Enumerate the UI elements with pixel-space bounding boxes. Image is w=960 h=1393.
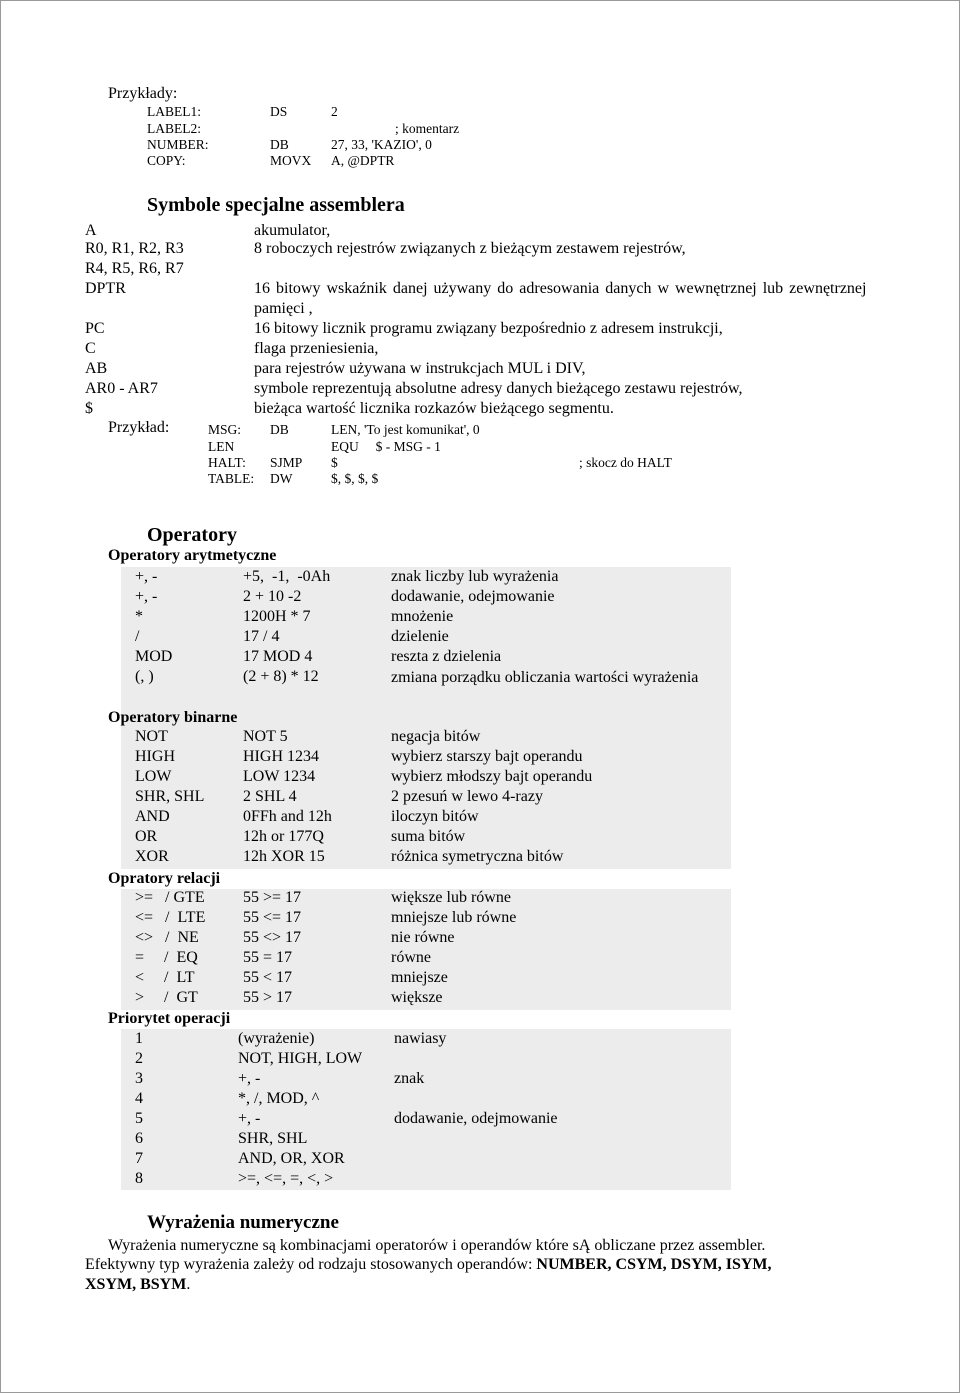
binary-cell: wybierz starszy bajt operandu (391, 748, 583, 765)
priority-cell: (wyrażenie) (238, 1030, 315, 1047)
relation-cell: = / EQ (135, 949, 198, 966)
example-comment: ; komentarz (395, 121, 460, 136)
symbol-name: C (85, 340, 96, 357)
operators-heading: Operatory (147, 524, 237, 546)
arith-cell: 17 MOD 4 (243, 648, 313, 665)
binary-cell: NOT (135, 728, 168, 745)
symbol-desc: 8 roboczych rejestrów związanych z bieżącym zestawem rejestrów, (254, 240, 686, 257)
symbol-desc: 16 bitowy wskaźnik danej używany do adresowania danych w wewnętrznej lub zewnętrznej (254, 280, 867, 297)
example-label: TABLE: (208, 471, 255, 486)
special-example-heading: Przykład: (108, 419, 170, 436)
symbol-name: AB (85, 360, 108, 377)
binary-cell: LOW (135, 768, 172, 785)
arith-cell: znak liczby lub wyrażenia (391, 568, 559, 585)
priority-cell: +, - (238, 1070, 261, 1087)
numeric-operand-types-cont: XSYM, BSYM (85, 1276, 187, 1293)
binary-cell: negacja bitów (391, 728, 481, 745)
symbol-desc: 16 bitowy licznik programu związany bezpośrednio z adresem instrukcji, (254, 320, 723, 337)
example-label: NUMBER: (147, 137, 209, 152)
priority-cell: SHR, SHL (238, 1130, 308, 1147)
binary-cell: OR (135, 828, 158, 845)
symbol-name: PC (85, 320, 105, 337)
binary-cell: iloczyn bitów (391, 808, 479, 825)
binary-cell: SHR, SHL (135, 788, 205, 805)
example-op: DW (270, 471, 293, 486)
arith-cell: (2 + 8) * 12 (243, 668, 319, 685)
example-label: HALT: (208, 455, 246, 470)
symbol-name: AR0 - AR7 (85, 380, 158, 397)
numeric-line-1: Wyrażenia numeryczne są kombinacjami operatorów i operandów które sĄ obliczane przez assembler. (108, 1237, 766, 1254)
relation-cell: <> / NE (135, 929, 199, 946)
priority-cell: nawiasy (394, 1030, 447, 1047)
example-label: LABEL1: (147, 104, 201, 119)
symbol-name: $ (85, 400, 93, 417)
symbol-name: R4, R5, R6, R7 (85, 260, 184, 277)
relation-cell: < / LT (135, 969, 195, 986)
arith-cell: dodawanie, odejmowanie (391, 588, 555, 605)
arith-heading: Operatory arytmetyczne (108, 547, 277, 564)
binary-cell: HIGH (135, 748, 175, 765)
binary-cell: AND (135, 808, 170, 825)
arith-cell: / (135, 628, 140, 645)
example-arg: $, $, $, $ (331, 471, 379, 486)
relation-cell: 55 = 17 (243, 949, 293, 966)
arith-cell: +, - (135, 568, 158, 585)
relation-heading: Opratory relacji (108, 870, 221, 887)
priority-cell: +, - (238, 1110, 261, 1127)
symbol-name: DPTR (85, 280, 126, 297)
relation-cell: >= / GTE (135, 889, 205, 906)
arith-cell: (, ) (135, 668, 154, 685)
example-arg: LEN, 'To jest komunikat', 0 (331, 422, 480, 437)
example-label: LEN (208, 439, 235, 454)
binary-cell: LOW 1234 (243, 768, 316, 785)
relation-cell: równe (391, 949, 431, 966)
symbol-desc: pamięci , (254, 300, 313, 317)
symbol-name: A (85, 222, 97, 239)
relation-cell: 55 > 17 (243, 989, 293, 1006)
example-op: MOVX (270, 153, 312, 168)
arith-cell: mnożenie (391, 608, 454, 625)
symbol-desc: flaga przeniesienia, (254, 340, 379, 357)
relation-cell: mniejsze (391, 969, 448, 986)
symbol-desc: bieżąca wartość licznika rozkazów bieżącego segmentu. (254, 400, 614, 417)
example-arg: $ (331, 455, 338, 470)
binary-cell: 12h or 177Q (243, 828, 324, 845)
relation-cell: 55 < 17 (243, 969, 293, 986)
priority-cell: AND, OR, XOR (238, 1150, 345, 1167)
binary-cell: wybierz młodszy bajt operandu (391, 768, 593, 785)
numeric-line-2 (85, 1256, 772, 1274)
relation-cell: 55 <= 17 (243, 909, 302, 926)
arith-cell: 1200H * 7 (243, 608, 311, 625)
arith-cell: 2 + 10 -2 (243, 588, 302, 605)
priority-cell: 6 (135, 1130, 143, 1147)
binary-heading: Operatory binarne (108, 709, 238, 726)
relation-cell: > / GT (135, 989, 198, 1006)
example-op: DB (270, 422, 289, 437)
example-op: DS (270, 104, 288, 119)
priority-cell: 3 (135, 1070, 143, 1087)
binary-cell: 0FFh and 12h (243, 808, 332, 825)
priority-cell: znak (394, 1070, 425, 1087)
binary-cell: HIGH 1234 (243, 748, 319, 765)
binary-cell: XOR (135, 848, 169, 865)
relation-cell: <= / LTE (135, 909, 206, 926)
arith-cell: +5, -1, -0Ah (243, 568, 331, 585)
example-label: MSG: (208, 422, 242, 437)
example-op: DB (270, 137, 289, 152)
priority-cell: 2 (135, 1050, 143, 1067)
binary-cell: 2 pzesuń w lewo 4-razy (391, 788, 543, 805)
arith-cell: 17 / 4 (243, 628, 280, 645)
examples-heading: Przykłady: (108, 85, 178, 102)
priority-cell: 7 (135, 1150, 143, 1167)
arith-cell: * (135, 608, 143, 625)
binary-cell: suma bitów (391, 828, 466, 845)
priority-cell: NOT, HIGH, LOW (238, 1050, 363, 1067)
priority-cell: 1 (135, 1030, 143, 1047)
relation-cell: nie równe (391, 929, 455, 946)
priority-cell: 4 (135, 1090, 143, 1107)
symbol-desc: symbole reprezentują absolutne adresy danych bieżącego zestawu rejestrów, (254, 380, 743, 397)
binary-cell: 2 SHL 4 (243, 788, 297, 805)
example-arg: 27, 33, 'KAZIO', 0 (331, 137, 432, 152)
symbol-desc: para rejestrów używana w instrukcjach MUL i DIV, (254, 360, 586, 377)
arith-cell: MOD (135, 648, 173, 665)
relation-cell: większe (391, 989, 443, 1006)
priority-cell: >=, <=, =, <, > (238, 1170, 334, 1187)
relation-cell: mniejsze lub równe (391, 909, 517, 926)
arith-cell: dzielenie (391, 628, 449, 645)
arith-cell: reszta z dzielenia (391, 648, 502, 665)
binary-cell: różnica symetryczna bitów (391, 848, 564, 865)
numeric-operand-types: NUMBER, CSYM, DSYM, ISYM, (536, 1256, 772, 1273)
numeric-heading: Wyrażenia numeryczne (147, 1212, 339, 1233)
priority-heading: Priorytet operacji (108, 1010, 231, 1027)
priority-cell: 8 (135, 1170, 143, 1187)
numeric-line-3 (85, 1276, 190, 1294)
symbol-desc: akumulator, (254, 222, 331, 239)
example-label: LABEL2: (147, 121, 201, 136)
example-arg: EQU $ - MSG - 1 (331, 439, 441, 454)
priority-cell: *, /, MOD, ^ (238, 1090, 320, 1107)
example-arg: A, @DPTR (331, 153, 395, 168)
binary-cell: NOT 5 (243, 728, 288, 745)
special-symbols-heading: Symbole specjalne assemblera (147, 194, 405, 216)
example-label: COPY: (147, 153, 186, 168)
example-op: SJMP (270, 455, 303, 470)
relation-cell: 55 <> 17 (243, 929, 302, 946)
numeric-line-3-end: . (186, 1276, 191, 1293)
priority-cell: dodawanie, odejmowanie (394, 1110, 558, 1127)
example-comment: ; skocz do HALT (579, 455, 672, 470)
arith-cell: +, - (135, 588, 158, 605)
priority-cell: 5 (135, 1110, 143, 1127)
relation-cell: większe lub równe (391, 889, 511, 906)
numeric-line-2-text: Efektywny typ wyrażenia zależy od rodzaju stosowanych operandów: (85, 1256, 537, 1273)
relation-cell: 55 >= 17 (243, 889, 302, 906)
arith-cell: zmiana porządku obliczania wartości wyrażenia (391, 669, 699, 686)
example-arg: 2 (331, 104, 338, 119)
symbol-name: R0, R1, R2, R3 (85, 240, 184, 257)
binary-cell: 12h XOR 15 (243, 848, 325, 865)
